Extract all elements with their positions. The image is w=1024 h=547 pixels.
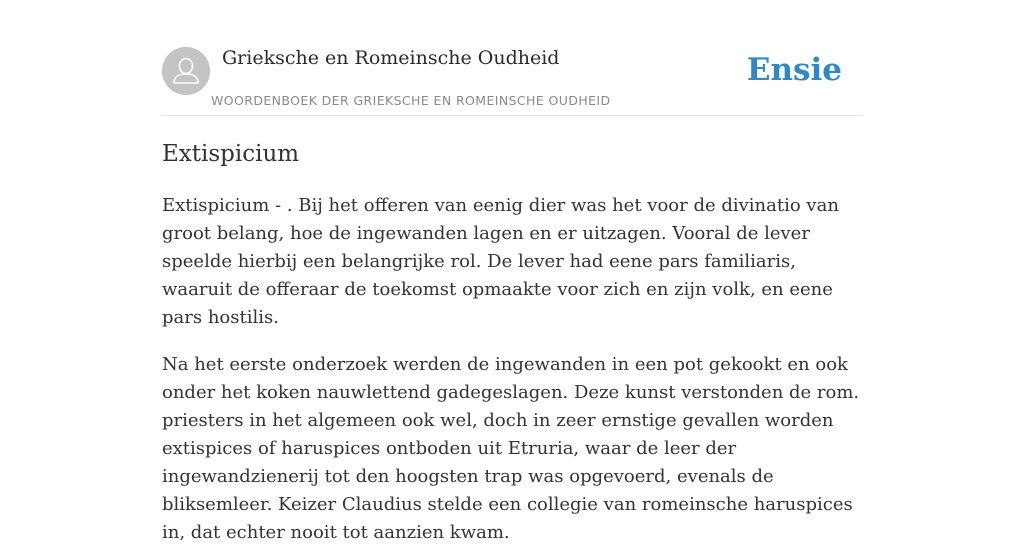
site-subtitle: WOORDENBOEK DER GRIEKSCHE EN ROMEINSCHE OUDHEID [211, 93, 611, 108]
header [162, 46, 862, 116]
ensie-logo[interactable]: Ensie [746, 52, 842, 88]
site-title[interactable]: Grieksche en Romeinsche Oudheid [222, 47, 560, 69]
article-paragraph: Na het eerste onderzoek werden de ingewanden in een pot gekookt en ook onder het koken nauwlettend gadegeslagen. Deze kunst verstonden de rom. priesters in het algemeen ook wel, doch in zeer ernstige gevallen worden extispices of haruspices ontboden uit Etruria, waar de leer der ingewandzienerij tot den hoogsten trap was opgevoerd, evenals de bliksemleer. Keizer Claudius stelde een collegie van romeinsche haruspices in, dat echter nooit tot aanzien kwam. [162, 354, 860, 543]
article [162, 138, 862, 547]
article-title: Extispicium [162, 141, 300, 167]
article-paragraph: Extispicium - . Bij het offeren van eenig dier was het voor de divinatio van groot belang, hoe de ingewanden lagen en er uitzagen. Vooral de lever speelde hierbij een belangrijke rol. De lever had eene pars familiaris, waaruit de offeraar de toekomst opmaakte voor zich en zijn volk, en eene pars hostilis. [162, 195, 839, 328]
user-silhouette-icon[interactable] [162, 47, 210, 95]
